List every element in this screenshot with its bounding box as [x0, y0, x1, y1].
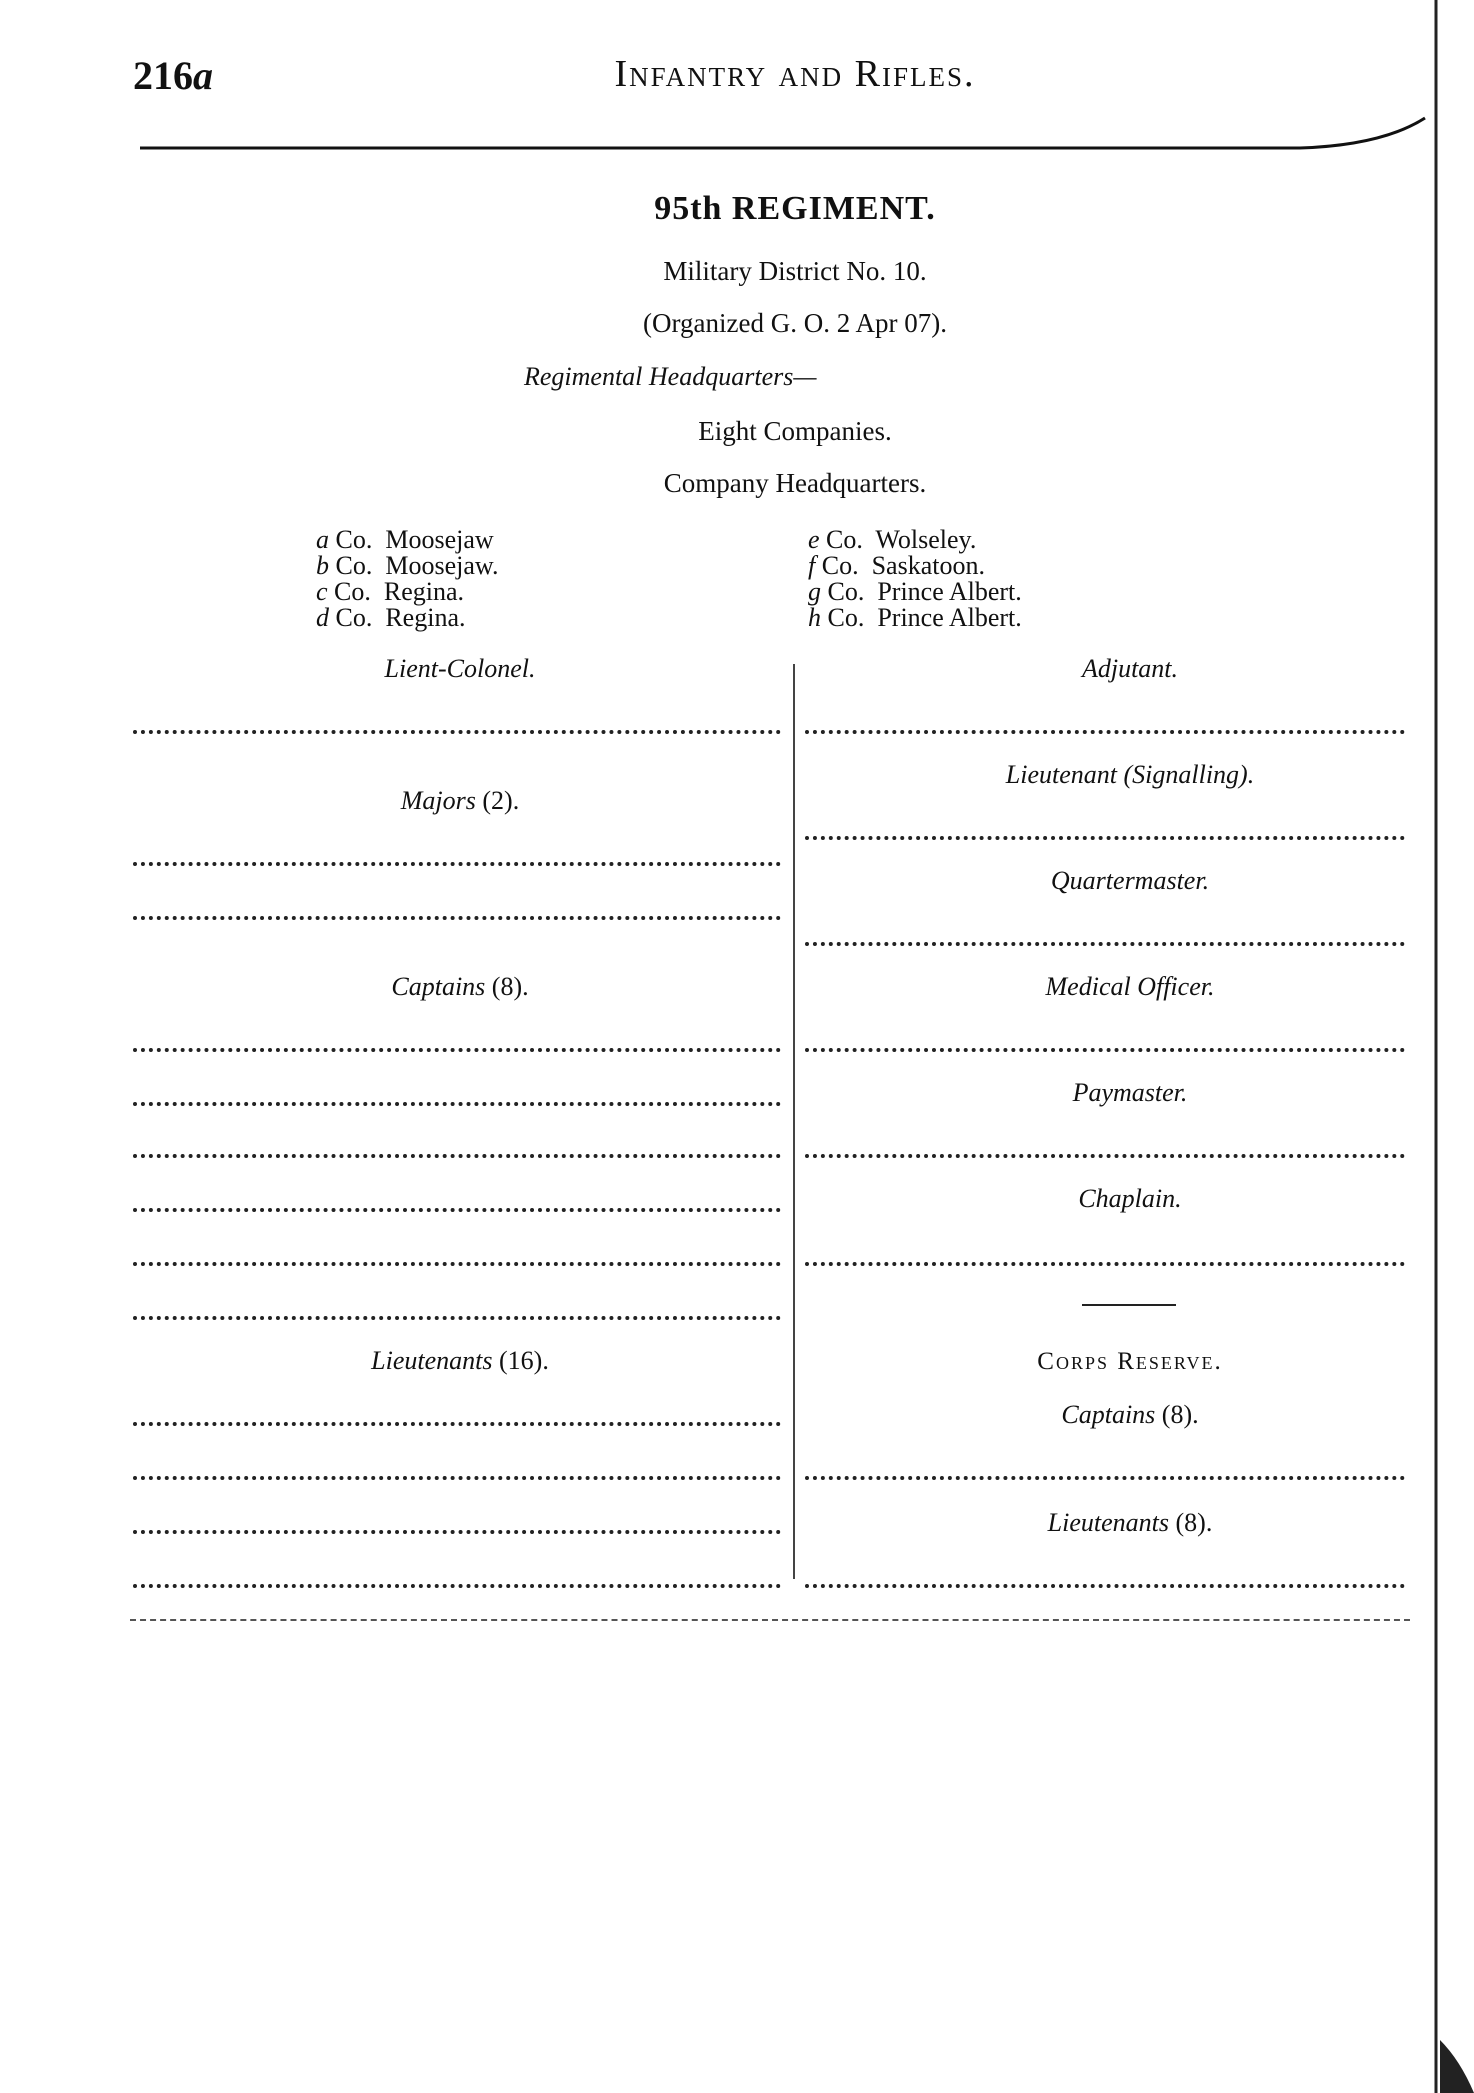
- reserve-captains-label: Captains: [1061, 1400, 1156, 1429]
- corps-reserve-heading: Corps Reserve.: [1037, 1348, 1223, 1375]
- blank-entry-line: [133, 726, 781, 734]
- company-entry: [808, 605, 1022, 631]
- company-location: Co. Prince Albert.: [821, 603, 1022, 632]
- reserve-lieutenants-heading: [800, 1508, 1460, 1538]
- page-number-digits: 216: [133, 53, 193, 98]
- company-location: Co. Prince Albert.: [821, 577, 1022, 606]
- company-letter: a: [316, 525, 329, 554]
- blank-entry-line: [133, 1526, 781, 1534]
- companies-count: Eight Companies.: [698, 416, 892, 446]
- blank-entry-line: [133, 1472, 781, 1480]
- company-letter: d: [316, 603, 329, 632]
- blank-entry-line: [805, 1044, 1405, 1052]
- company-entry: [316, 579, 498, 605]
- company-entry: [808, 527, 1022, 553]
- header-rule: [0, 110, 1474, 170]
- company-letter: g: [808, 577, 821, 606]
- company-entry: [316, 553, 498, 579]
- blank-entry-line: [805, 1472, 1405, 1480]
- blank-entry-line: [133, 1098, 781, 1106]
- company-headquarters-label: Company Headquarters.: [663, 468, 927, 498]
- lieutenants-label: Lieutenants: [371, 1346, 493, 1375]
- column-divider: [793, 664, 795, 1579]
- majors-count: (2).: [475, 786, 520, 815]
- company-location: Co. Regina.: [327, 577, 465, 606]
- reserve-captains-heading: [800, 1400, 1460, 1430]
- blank-entry-line: [133, 1418, 781, 1426]
- captains-label: Captains: [391, 972, 486, 1001]
- blank-entry-line: [133, 1580, 781, 1588]
- company-location: Co. Moosejaw.: [329, 551, 499, 580]
- company-location: Co. Regina.: [329, 603, 466, 632]
- company-location: Co. Wolseley.: [819, 525, 977, 554]
- company-letter: b: [316, 551, 329, 580]
- organized-note: (Organized G. O. 2 Apr 07).: [643, 308, 947, 338]
- lieut-colonel-heading: Lient-Colonel.: [384, 654, 536, 683]
- blank-entry-line: [133, 1044, 781, 1052]
- blank-entry-line: [133, 858, 781, 866]
- running-head-text: Infantry and Rifles.: [614, 53, 976, 95]
- company-entry: [808, 579, 1022, 605]
- blank-entry-line: [805, 1150, 1405, 1158]
- reserve-captains-count: (8).: [1155, 1400, 1199, 1429]
- company-entry: [808, 553, 1022, 579]
- lieutenants-heading: [130, 1346, 790, 1376]
- majors-heading: [130, 786, 790, 816]
- blank-entry-line: [133, 912, 781, 920]
- military-district: Military District No. 10.: [663, 256, 927, 286]
- blank-entry-line: [133, 1312, 781, 1320]
- captains-count: (8).: [485, 972, 529, 1001]
- company-location: Co. Saskatoon.: [815, 551, 985, 580]
- blank-entry-line: [805, 832, 1405, 840]
- regimental-headquarters-label: Regimental Headquarters—: [524, 362, 817, 391]
- blank-entry-line: [133, 1258, 781, 1266]
- captains-heading: [130, 972, 790, 1002]
- company-letter: e: [808, 525, 820, 554]
- corps-reserve-rule: [1082, 1304, 1176, 1306]
- medical-officer-heading: Medical Officer.: [1045, 972, 1215, 1001]
- quartermaster-heading: Quartermaster.: [1050, 866, 1210, 895]
- company-letter: c: [316, 577, 328, 606]
- page-binding-edge: [1430, 0, 1474, 2093]
- blank-entry-line: [805, 726, 1405, 734]
- company-location: Co. Moosejaw: [329, 525, 494, 554]
- company-letter: f: [808, 551, 816, 580]
- blank-entry-line: [805, 1258, 1405, 1266]
- blank-entry-line: [805, 1580, 1405, 1588]
- company-entry: [316, 527, 498, 553]
- paymaster-heading: Paymaster.: [1072, 1078, 1188, 1107]
- adjutant-heading: Adjutant.: [1081, 654, 1179, 683]
- reserve-lieutenants-label: Lieutenants: [1047, 1508, 1169, 1537]
- company-letter: h: [808, 603, 821, 632]
- page-number-suffix: a: [193, 53, 213, 98]
- running-head: [0, 52, 1474, 96]
- company-list-left: [316, 527, 498, 631]
- lieutenants-count: (16).: [492, 1346, 549, 1375]
- company-entry: [316, 605, 498, 631]
- blank-entry-line: [133, 1204, 781, 1212]
- blank-entry-line: [133, 1150, 781, 1158]
- blank-entry-line: [805, 938, 1405, 946]
- regiment-title: 95th REGIMENT.: [654, 190, 936, 227]
- chaplain-heading: Chaplain.: [1078, 1184, 1182, 1213]
- lieutenant-signalling-heading: Lieutenant (Signalling).: [1005, 760, 1255, 789]
- company-list-right: [808, 527, 1022, 631]
- reserve-lieutenants-count: (8).: [1169, 1508, 1213, 1537]
- majors-label: Majors: [400, 786, 476, 815]
- bottom-rule: [130, 1619, 1410, 1623]
